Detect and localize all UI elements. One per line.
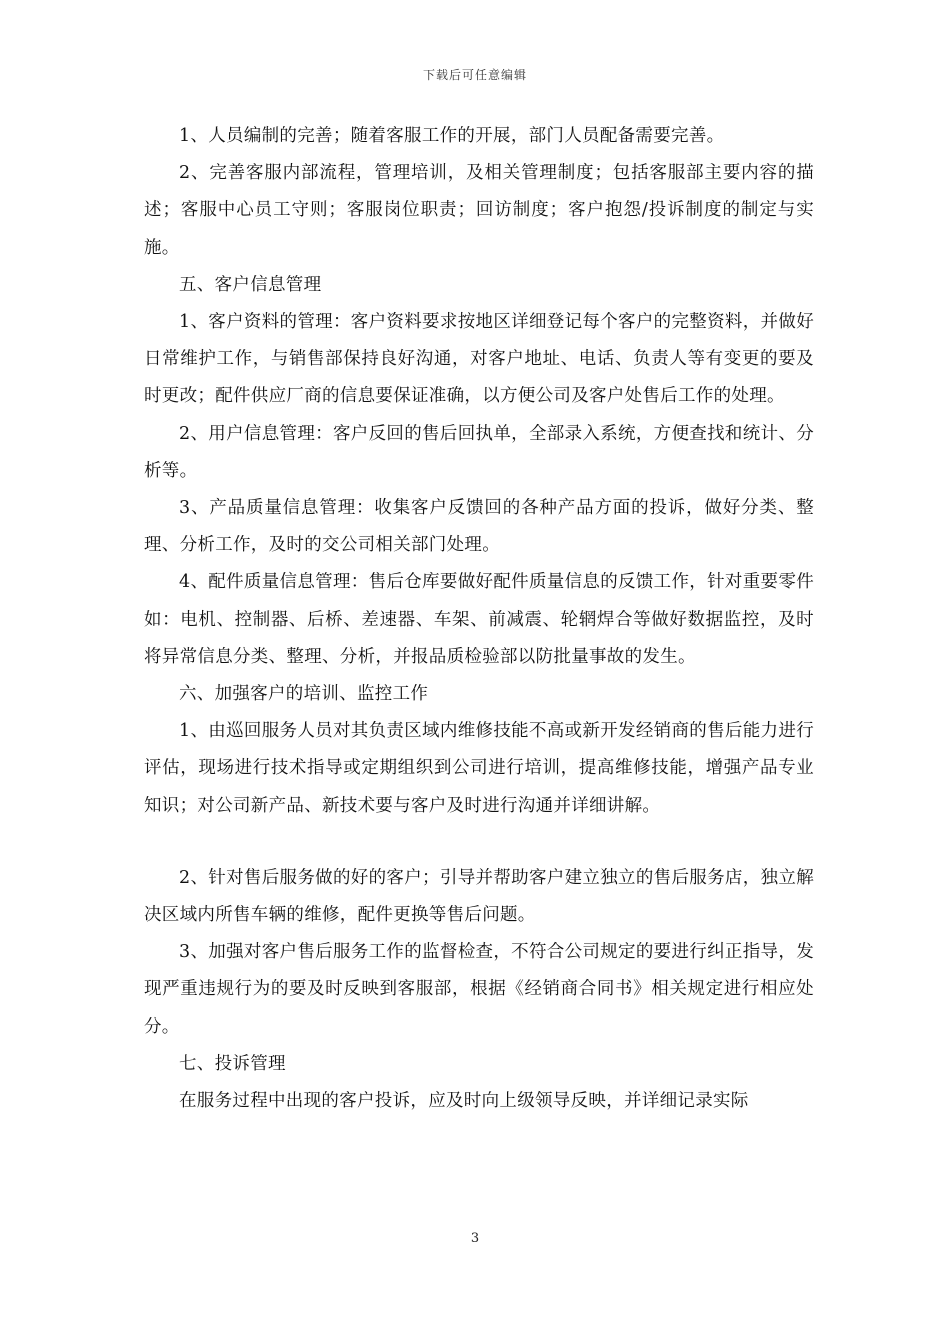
paragraph-parts-quality: 4、配件质量信息管理：售后仓库要做好配件质量信息的反馈工作，针对重要零件如：电机、控制器、后桥、差速器、车架、前减震、轮辋焊合等做好数据监控，及时将异常信息分类、整理、分析，并报品质检验部以防批量事故的发生。 bbox=[144, 572, 814, 667]
paragraph-internal-process: 2、完善客服内部流程，管理培训，及相关管理制度；包括客服部主要内容的描述；客服中心员工守则；客服岗位职责；回访制度；客户抱怨/投诉制度的制定与实施。 bbox=[144, 163, 814, 258]
page-header: 下载后可任意编辑 bbox=[422, 68, 527, 82]
section-heading-customer-info: 五、客户信息管理 bbox=[179, 274, 322, 295]
paragraph-staffing: 1、人员编制的完善；随着客服工作的开展，部门人员配备需要完善。 bbox=[179, 126, 725, 146]
paragraph-complaint-handling: 在服务过程中出现的客户投诉，应及时向上级领导反映，并详细记录实际 bbox=[179, 1091, 749, 1112]
section-heading-complaints: 七、投诉管理 bbox=[179, 1053, 286, 1074]
document-body bbox=[144, 118, 814, 1120]
paragraph-product-quality: 3、产品质量信息管理：收集客户反馈回的各种产品方面的投诉，做好分类、整理、分析工作，及时的交公司相关部门处理。 bbox=[144, 498, 814, 556]
section-heading-training: 六、加强客户的培训、监控工作 bbox=[179, 684, 429, 705]
paragraph-user-info: 2、用户信息管理：客户反回的售后回执单，全部录入系统，方便查找和统计、分析等。 bbox=[144, 423, 814, 481]
paragraph-service-store: 2、针对售后服务做的好的客户；引导并帮助客户建立独立的售后服务店，独立解决区域内所售车辆的维修，配件更换等售后问题。 bbox=[144, 867, 814, 926]
paragraph-evaluation: 1、由巡回服务人员对其负责区域内维修技能不高或新开发经销商的售后能力进行评估，现场进行技术指导或定期组织到公司进行培训，提高维修技能，增强产品专业知识；对公司新产品、新技术要与客户及时进行沟通并详细讲解。 bbox=[144, 721, 814, 816]
page-number: 3 bbox=[470, 1231, 480, 1246]
paragraph-supervision: 3、加强对客户售后服务工作的监督检查，不符合公司规定的要进行纠正指导，发现严重违规行为的要及时反映到客服部，根据《经销商合同书》相关规定进行相应处分。 bbox=[144, 942, 814, 1037]
paragraph-customer-records: 1、客户资料的管理：客户资料要求按地区详细登记每个客户的完整资料，并做好日常维护工作，与销售部保持良好沟通，对客户地址、电话、负责人等有变更的要及时更改；配件供应厂商的信息要保证准确，以方便公司及客户处售后工作的处理。 bbox=[144, 312, 814, 407]
